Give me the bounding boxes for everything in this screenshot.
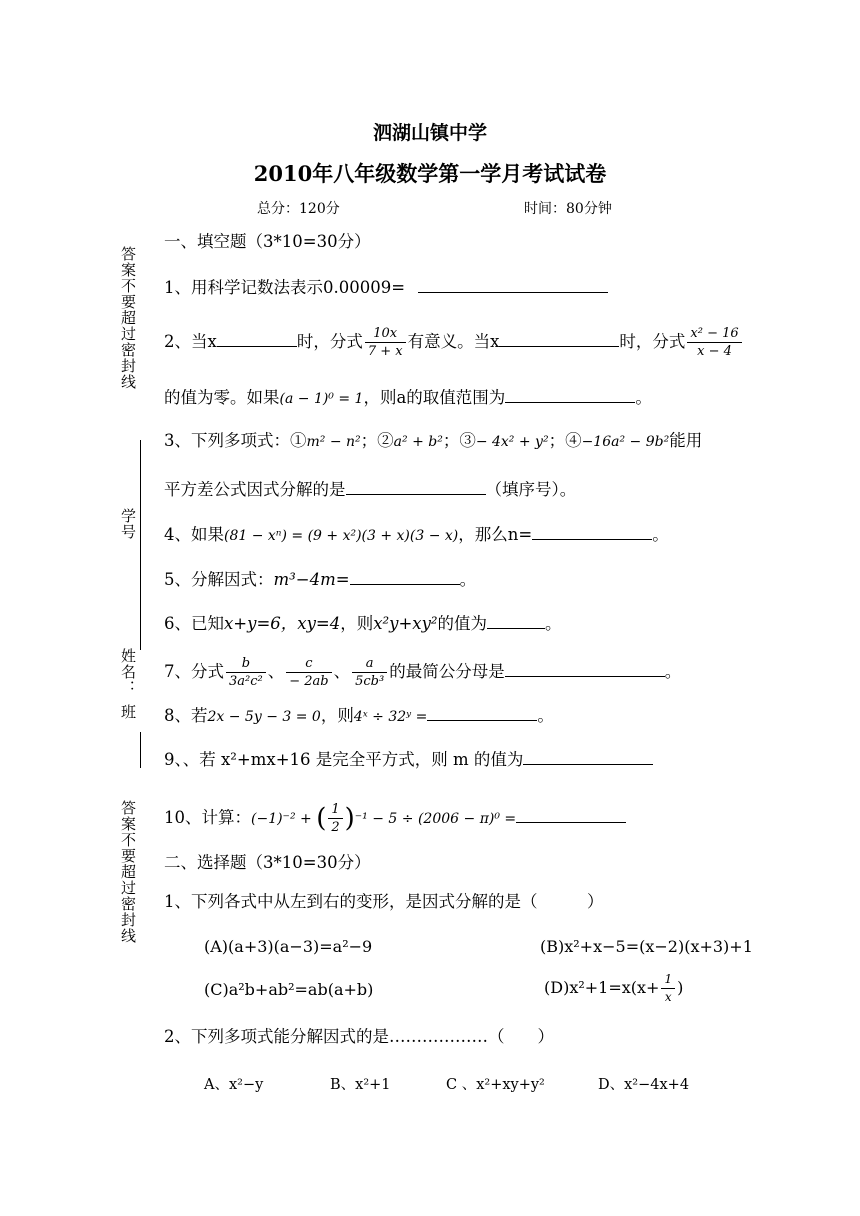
q3-text-b: ；② xyxy=(360,431,394,450)
q3-poly-3: − 4x² + y² xyxy=(475,434,549,450)
q3-text-e: 能用 xyxy=(669,431,703,450)
q7-fraction-3 xyxy=(352,656,387,689)
exam-title: 2010年八年级数学第一学月考试试卷 xyxy=(253,161,607,186)
q9-text: 9、、若 x²+mx+16 是完全平方式，则 m 的值为 xyxy=(164,750,524,769)
choice-1-option-b[interactable]: (B)x²+x−5=(x−2)(x+3)+1 xyxy=(540,937,753,956)
option-d-text-pre: (D)x²+1=x(x+ xyxy=(544,978,660,997)
class-label: 班 xyxy=(119,704,137,720)
q7-fraction-2 xyxy=(286,656,331,689)
q6-answer-blank[interactable] xyxy=(487,612,545,629)
q3-answer-blank[interactable] xyxy=(346,478,486,495)
fraction-denominator: x − 4 xyxy=(697,344,732,359)
q5-answer-blank[interactable] xyxy=(350,568,460,585)
q2-text-d: 时，分式 xyxy=(619,332,686,351)
q10-answer-blank[interactable] xyxy=(516,806,626,823)
q6-condition: x+y=6，xy=4 xyxy=(224,614,341,633)
q3-text-c: ；③ xyxy=(442,431,476,450)
q3-poly-4: −16a² − 9b² xyxy=(581,434,670,450)
q2-text-f: ，则a的取值范围为 xyxy=(363,388,506,407)
q8-text-b: ，则 xyxy=(320,706,354,725)
q4-text-c: 。 xyxy=(652,525,669,544)
fraction-numerator: 1 xyxy=(661,972,675,989)
q8-answer-blank[interactable] xyxy=(427,704,537,721)
section2-heading: 二、选择题（3*10=30分） xyxy=(164,853,371,872)
q2-fraction-2 xyxy=(687,326,741,359)
q3-text-d: ；④ xyxy=(548,431,582,450)
q2-text-c: 有意义。当x xyxy=(407,332,500,351)
question-1-2 xyxy=(164,326,744,359)
option-d-text-post: ) xyxy=(677,978,684,997)
q3-poly-1: m² − n² xyxy=(306,434,361,450)
option-d-fraction xyxy=(661,972,675,1005)
q10-expression-part2: ⁻¹ − 5 ÷ (2006 − π)⁰ = xyxy=(354,811,517,827)
q7-separator: 、 xyxy=(333,662,351,681)
q2-text-g: 。 xyxy=(635,388,652,407)
q2-condition-expression: (a − 1)⁰ = 1 xyxy=(279,391,364,407)
question-1-3-continued xyxy=(164,478,576,500)
q7-answer-blank[interactable] xyxy=(505,660,665,677)
school-name: 泗湖山镇中学 xyxy=(372,122,487,144)
choice-question-2-stem: 2、下列多项式能分解因式的是………………（ ） xyxy=(164,1027,554,1046)
q7-separator: 、 xyxy=(267,662,285,681)
question-1-3 xyxy=(164,431,702,452)
question-1-7 xyxy=(164,656,681,689)
question-1-6 xyxy=(164,612,562,634)
q4-answer-blank[interactable] xyxy=(532,523,652,540)
fraction-numerator: 1 xyxy=(328,802,342,819)
fraction-denominator: 5cb³ xyxy=(355,674,385,689)
q3-text-a: 3、下列多项式：① xyxy=(164,431,307,450)
question-1-8 xyxy=(164,704,554,727)
fraction-numerator: c xyxy=(286,656,331,673)
q7-fraction-1 xyxy=(226,656,266,689)
q2-fraction-1 xyxy=(365,326,406,359)
q3-text-tail: （填序号）。 xyxy=(485,480,577,499)
q10-right-paren: ) xyxy=(344,803,355,834)
q2-text-b: 时，分式 xyxy=(296,332,363,351)
fraction-numerator: x² − 16 xyxy=(687,326,741,343)
q4-text-a: 4、如果 xyxy=(164,525,224,544)
q6-text-b: ，则 xyxy=(340,614,374,633)
seal-line-notice-bottom: 答案不要超过密封线 xyxy=(119,800,137,944)
q5-text-b: 。 xyxy=(459,570,477,589)
q2-text-a: 2、当x xyxy=(164,332,217,351)
exam-time: 时间：80分钟 xyxy=(524,201,612,217)
fraction-numerator: b xyxy=(226,656,266,673)
q10-fraction xyxy=(328,802,342,835)
q6-text-a: 6、已知 xyxy=(164,614,224,633)
q8-text-c: 。 xyxy=(537,706,554,725)
q9-answer-blank[interactable] xyxy=(523,748,653,765)
q4-expression: (81 − xⁿ) = (9 + x²)(3 + x)(3 − x) xyxy=(224,528,459,544)
fraction-denominator: − 2ab xyxy=(289,674,329,689)
total-score: 总分：120分 xyxy=(257,201,340,217)
fraction-numerator: a xyxy=(352,656,387,673)
margin-divider-top xyxy=(140,440,141,650)
q3-text-line2: 平方差公式因式分解的是 xyxy=(164,480,346,499)
question-1-2-continued xyxy=(164,386,652,409)
q8-text-a: 8、若 xyxy=(164,706,208,725)
q6-text-d: 。 xyxy=(545,614,562,633)
question-1-9 xyxy=(164,748,653,770)
q5-expression: m³−4m= xyxy=(273,570,350,589)
q10-text: 10、计算： xyxy=(164,808,251,827)
q6-expression: x²y+xy² xyxy=(373,614,438,633)
question-1-4 xyxy=(164,523,669,546)
q1-text: 1、用科学记数法表示0.00009= xyxy=(164,278,406,297)
q8-expression: 4ˣ ÷ 32ʸ = xyxy=(353,709,428,725)
fraction-denominator: 2 xyxy=(331,820,340,835)
choice-2-option-d[interactable]: D、x²−4x+4 xyxy=(598,1077,690,1093)
question-1-10 xyxy=(164,802,626,835)
q2-answer-blank-3[interactable] xyxy=(505,386,635,403)
question-1-5 xyxy=(164,568,476,590)
seal-line-notice-top: 答案不要超过密封线 xyxy=(119,246,137,390)
fraction-numerator: 10x xyxy=(365,326,406,343)
q7-text-b: 的最简公分母是 xyxy=(389,662,505,681)
student-number-label: 学号 xyxy=(119,508,137,540)
q4-text-b: ，那么n= xyxy=(458,525,533,544)
q10-left-paren: ( xyxy=(316,803,327,834)
q2-answer-blank-2[interactable] xyxy=(499,330,619,347)
question-1-1 xyxy=(164,276,608,298)
q10-expression-part1: (−1)⁻² + xyxy=(251,811,317,827)
q7-text-c: 。 xyxy=(664,662,682,681)
section1-heading: 一、填空题（3*10=30分） xyxy=(164,232,371,251)
fraction-denominator: 7 + x xyxy=(367,344,403,359)
margin-divider-bottom xyxy=(140,732,141,768)
choice-1-option-c[interactable]: (C)a²b+ab²=ab(a+b) xyxy=(204,980,374,999)
name-label: 姓名： xyxy=(119,648,137,696)
q5-text-a: 5、分解因式： xyxy=(164,570,274,589)
q2-text-e: 的值为零。如果 xyxy=(164,388,280,407)
choice-question-1-stem: 1、下列各式中从左到右的变形，是因式分解的是（ ） xyxy=(164,892,604,911)
choice-1-option-a[interactable]: (A)(a+3)(a−3)=a²−9 xyxy=(204,937,373,956)
q1-answer-blank[interactable] xyxy=(418,276,608,293)
q6-text-c: 的值为 xyxy=(437,614,488,633)
fraction-denominator: 3a²c² xyxy=(229,674,263,689)
choice-2-option-c[interactable]: C 、x²+xy+y² xyxy=(446,1077,545,1093)
q7-text-a: 7、分式 xyxy=(164,662,224,681)
q8-condition: 2x − 5y − 3 = 0 xyxy=(207,709,321,725)
choice-2-option-a[interactable]: A、x²−y xyxy=(204,1077,264,1093)
fraction-denominator: x xyxy=(664,990,672,1004)
choice-1-option-d[interactable] xyxy=(544,972,683,1005)
choice-2-option-b[interactable]: B、x²+1 xyxy=(330,1077,391,1093)
q3-poly-2: a² + b² xyxy=(393,434,443,450)
q2-answer-blank-1[interactable] xyxy=(217,330,297,347)
